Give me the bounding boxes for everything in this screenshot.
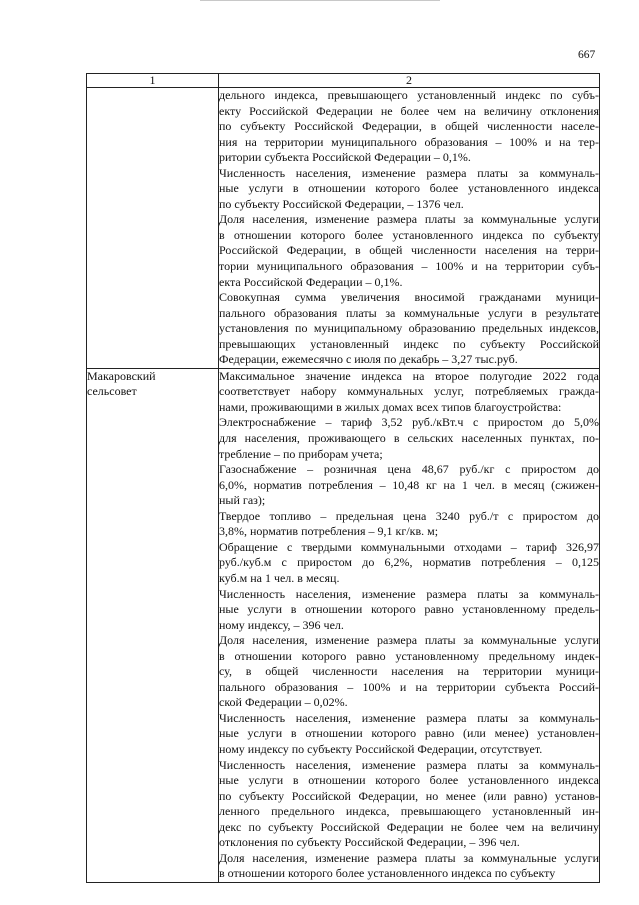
text-line: дельного индекса, превышающего установленный индекс по субъ- <box>219 88 599 102</box>
text-line: ные услуги в отношении которого равно (или менее) установлен- <box>219 726 599 741</box>
paragraph <box>219 587 599 634</box>
paragraph <box>219 509 599 540</box>
paragraph <box>219 415 599 462</box>
paragraph <box>219 88 599 166</box>
table-row <box>87 368 600 882</box>
paragraph <box>219 212 599 290</box>
text-line: в отношении которого более установленного индекса по субъекту <box>219 866 556 881</box>
text-line: тории муниципального образования – 100% и на территории субъ- <box>219 259 599 274</box>
text-line: ному индексу, – 396 чел. <box>219 617 344 632</box>
text-line: пального образования платы за коммунальные услуги в результате <box>219 305 599 320</box>
text-line: в отношении которого равно установленному предельному индек- <box>219 648 599 663</box>
paragraph <box>219 758 599 851</box>
municipality-name-cell <box>87 368 219 882</box>
column-header-2: 2 <box>219 74 600 88</box>
text-line: Численность населения, изменение размера платы за коммуналь- <box>219 710 599 725</box>
text-line: Твердое топливо – предельная цена 3240 руб./т с приростом до <box>219 508 599 523</box>
text-line: отклонения по субъекту Российской Федерации, – 396 чел. <box>219 835 520 850</box>
municipality-name-line: Макаровский <box>87 368 156 383</box>
text-line: Совокупная сумма увеличения вносимой гражданами муници- <box>219 290 599 305</box>
text-line: Федерации, ежемесячно с июля по декабрь – 3,27 тыс.руб. <box>219 352 518 367</box>
text-line: куб.м на 1 чел. в месяц. <box>219 570 340 585</box>
text-line: су, в общей численности населения на территории муници- <box>219 664 599 679</box>
text-line: 3,8%, норматив потребления – 9,1 кг/кв. м; <box>219 524 439 539</box>
description-cell <box>219 88 600 369</box>
text-line: нами, проживающими в жилых домах всех типов благоустройства: <box>219 399 562 414</box>
text-line: руб./куб.м с приростом до 6,2%, норматив потребления – 0,125 <box>219 555 599 570</box>
paragraph <box>219 369 599 416</box>
text-line: по субъекту Российской Федерации, в общей численности населе- <box>219 119 599 134</box>
text-line: ному индексу по субъекту Российской Федерации, отсутствует. <box>219 741 543 756</box>
paragraph <box>219 851 599 882</box>
text-line: пального образования – 100% и на территории субъекта Россий- <box>219 679 599 694</box>
table-header-row <box>87 74 600 88</box>
paragraph <box>219 633 599 711</box>
text-line: ные услуги в отношении которого более установленного индекса <box>219 181 599 196</box>
text-line: в отношении которого более установленного индекса по субъекту <box>219 227 599 242</box>
municipality-name-line: сельсовет <box>87 383 137 398</box>
paragraph <box>219 166 599 213</box>
text-line: по субъекту Российской Федерации, – 1376 чел. <box>219 196 464 211</box>
text-line: 6,0%, норматив потребления – 10,48 кг на 1 чел. в месяц (сжижен- <box>219 477 599 492</box>
text-line: екта Российской Федерации – 0,1%. <box>219 274 403 289</box>
text-line: Электроснабжение – тариф 3,52 руб./кВт.ч с приростом до 5,0% <box>219 415 599 430</box>
text-line: ской Федерации – 0,02%. <box>219 695 348 710</box>
text-line: Численность населения, изменение размера платы за коммуналь- <box>219 586 599 601</box>
table-body <box>87 88 600 883</box>
text-line: требление – по приборам учета; <box>219 446 383 461</box>
top-edge-rule <box>200 0 440 1</box>
text-line: по субъекту Российской Федерации, но менее (или равно) установ- <box>219 788 599 803</box>
column-header-1: 1 <box>87 74 219 88</box>
text-line: установления по муниципальному образованию предельных индексов, <box>219 321 599 336</box>
text-line: ния на территории муниципального образования – 100% и на тер- <box>219 134 599 149</box>
paragraph <box>219 462 599 509</box>
table-row <box>87 88 600 369</box>
text-line: декс по субъекту Российской Федерации не более чем на величину <box>219 819 599 834</box>
text-line: Обращение с твердыми коммунальными отходами – тариф 326,97 <box>219 539 599 554</box>
text-line: ные услуги в отношении которого равно установленному предель- <box>219 602 599 617</box>
text-line: Доля населения, изменение размера платы за коммунальные услуги <box>219 850 599 865</box>
text-line: превышающих установленный индекс по субъекту Российской <box>219 336 599 351</box>
text-line: для населения, проживающего в сельских населенных пунктах, по- <box>219 431 599 446</box>
text-line: екту Российской Федерации не более чем на величину отклонения <box>219 103 599 118</box>
paragraph <box>219 540 599 587</box>
text-line: Максимальное значение индекса на второе полугодие 2022 года <box>219 368 599 383</box>
page-number: 667 <box>578 49 596 61</box>
document-table <box>86 73 600 883</box>
text-line: ный газ); <box>219 493 266 508</box>
paragraph <box>219 711 599 758</box>
text-line: Численность населения, изменение размера платы за коммуналь- <box>219 757 599 772</box>
text-line: Российской Федерации, в общей численности населения на терри- <box>219 243 599 258</box>
text-line: Численность населения, изменение размера платы за коммуналь- <box>219 165 599 180</box>
text-line: ленного предельного индекса, превышающего установленный ин- <box>219 804 599 819</box>
text-line: Газоснабжение – розничная цена 48,67 руб./кг с приростом до <box>219 462 599 477</box>
paragraph <box>219 290 599 368</box>
text-line: ные услуги в отношении которого более установленного индекса <box>219 773 599 788</box>
description-cell <box>219 368 600 882</box>
text-line: соответствует набору коммунальных услуг, потребляемых гражда- <box>219 384 599 399</box>
text-line: Доля населения, изменение размера платы за коммунальные услуги <box>219 633 599 648</box>
municipality-name-cell <box>87 88 219 369</box>
text-line: Доля населения, изменение размера платы за коммунальные услуги <box>219 212 599 227</box>
text-line: ритории субъекта Российской Федерации – 0,1%. <box>219 150 471 165</box>
